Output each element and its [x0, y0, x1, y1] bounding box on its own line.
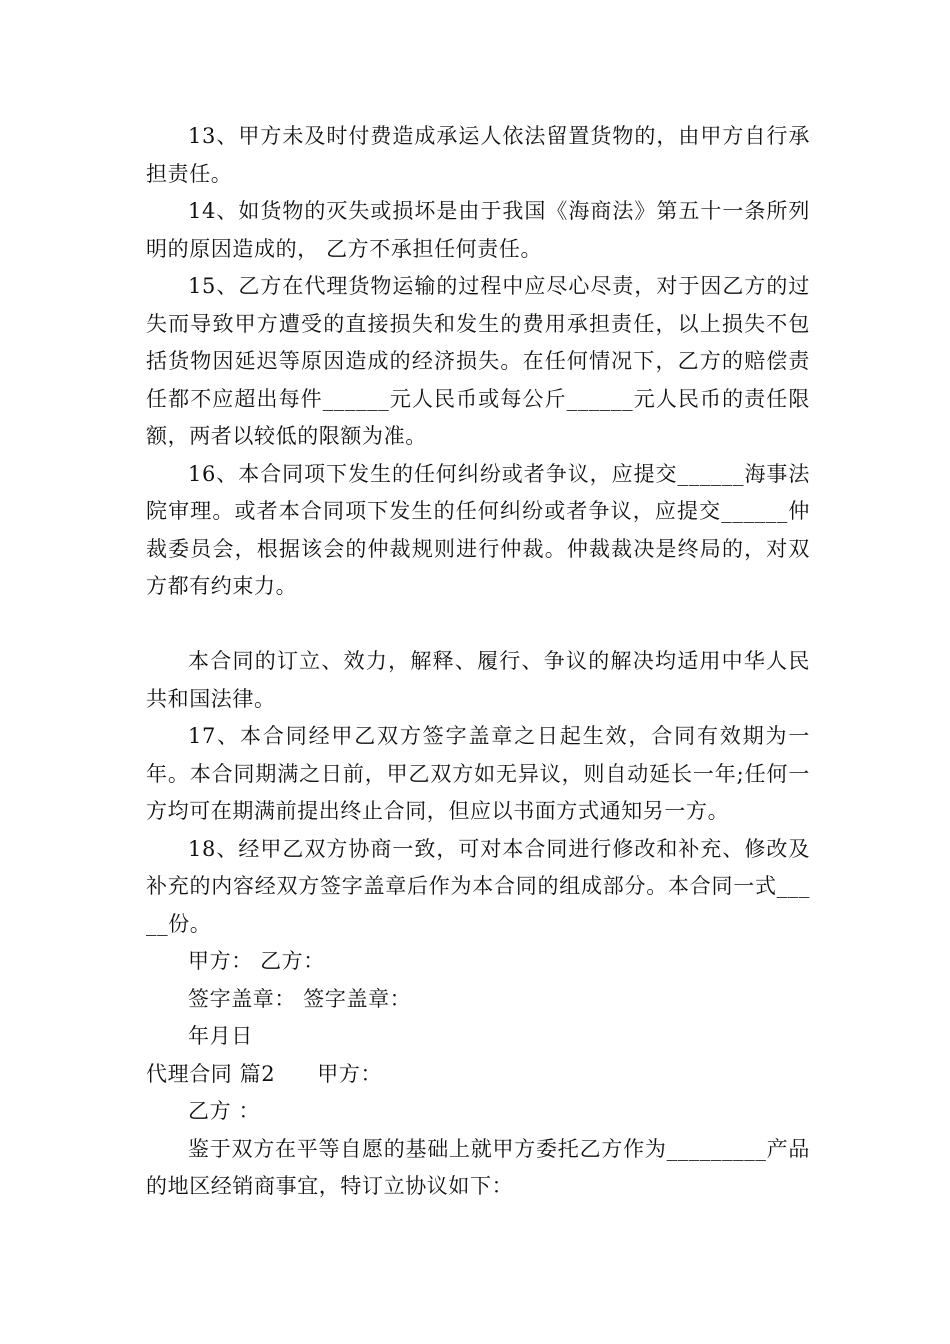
- clause-13: 13、甲方未及时付费造成承运人依法留置货物的，由甲方自行承担责任。: [146, 124, 810, 186]
- section2-intro: 鉴于双方在平等自愿的基础上就甲方委托乙方作为_________产品的地区经销商事宜，特订立协议如下：: [146, 1136, 810, 1198]
- governing-law-clause: 本合同的订立、效力，解释、履行、争议的解决均适用中华人民共和国法律。: [146, 649, 810, 711]
- document-body: [146, 118, 810, 1206]
- clause-16: 16、本合同项下发生的任何纠纷或者争议，应提交______海事法院审理。或者本合同项下发生的任何纠纷或者争议，应提交______仲裁委员会，根据该会的仲裁规则进行仲裁。仲裁裁决是终局的，对双方都有约束力。: [146, 461, 810, 598]
- clause-15: 15、乙方在代理货物运输的过程中应尽心尽责，对于因乙方的过失而导致甲方遭受的直接损失和发生的费用承担责任，以上损失不包括货物因延迟等原因造成的经济损失。在任何情况下，乙方的赔偿责任都不应超出每件______元人民币或每公斤______元人民币的责任限额，两者以较低的限额为准。: [146, 274, 810, 448]
- section2-heading-line: [146, 1056, 810, 1094]
- paragraph-gap: [146, 606, 810, 644]
- clause-18: 18、经甲乙双方协商一致，可对本合同进行修改和补充、修改及补充的内容经双方签字盖章后作为本合同的组成部分。本合同一式_____份。: [146, 836, 810, 936]
- signature-line: 签字盖章： 签字盖章：: [188, 986, 412, 1011]
- parties-line: 甲方： 乙方：: [188, 949, 325, 973]
- section2-party-b: 乙方 ：: [188, 1099, 261, 1123]
- date-line: 年月日: [188, 1024, 253, 1048]
- clause-14: 14、如货物的灭失或损坏是由于我国《海商法》第五十一条所列明的原因造成的， 乙方不承担任何责任。: [146, 199, 810, 261]
- clause-17: 17、本合同经甲乙双方签字盖章之日起生效，合同有效期为一年。本合同期满之日前，甲乙双方如无异议，则自动延长一年;任何一方均可在期满前提出终止合同，但应以书面方式通知另一方。: [146, 724, 810, 823]
- section2-title: 代理合同 篇2: [146, 1061, 276, 1086]
- section2-party-a: 甲方：: [317, 1061, 383, 1086]
